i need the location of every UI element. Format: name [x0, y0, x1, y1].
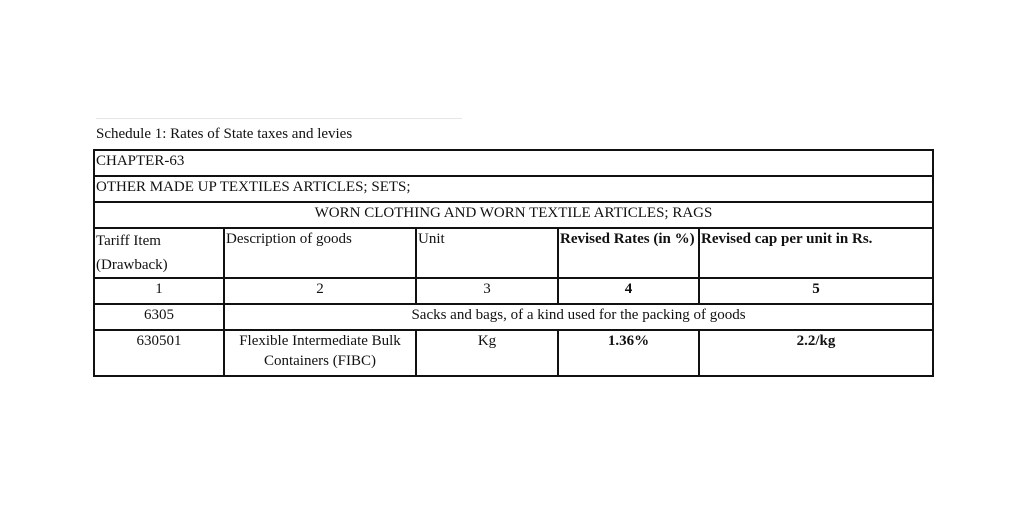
item-row [94, 330, 933, 376]
title-row-2 [94, 202, 933, 228]
column-number-5: 5 [699, 278, 933, 304]
header-unit: Unit [416, 228, 558, 278]
column-number-3: 3 [416, 278, 558, 304]
item-unit: Kg [416, 330, 558, 376]
schedule-caption: Schedule 1: Rates of State taxes and levies [96, 126, 353, 142]
title-cell-1: OTHER MADE UP TEXTILES ARTICLES; SETS; [94, 176, 933, 202]
caption-rule [96, 118, 462, 119]
item-revised-cap: 2.2/kg [699, 330, 933, 376]
item-description: Flexible Intermediate Bulk Containers (FIBC) [224, 330, 416, 376]
column-header-row [94, 228, 933, 278]
item-tariff-item: 630501 [94, 330, 224, 376]
header-tariff-item-text: Tariff Item (Drawback) [96, 233, 168, 273]
column-number-1: 1 [94, 278, 224, 304]
title-cell-2: WORN CLOTHING AND WORN TEXTILE ARTICLES; RAGS [94, 202, 933, 228]
heading-row [94, 304, 933, 330]
heading-description: Sacks and bags, of a kind used for the packing of goods [224, 304, 933, 330]
header-tariff-item [94, 228, 224, 278]
column-number-row [94, 278, 933, 304]
heading-tariff-item: 6305 [94, 304, 224, 330]
header-revised-rates: Revised Rates (in %) [558, 228, 699, 278]
schedule-table [93, 149, 934, 377]
title-row-1 [94, 176, 933, 202]
chapter-row [94, 150, 933, 176]
column-number-2: 2 [224, 278, 416, 304]
header-revised-cap: Revised cap per unit in Rs. [699, 228, 933, 278]
header-description: Description of goods [224, 228, 416, 278]
chapter-cell: CHAPTER-63 [94, 150, 933, 176]
item-revised-rate: 1.36% [558, 330, 699, 376]
column-number-4: 4 [558, 278, 699, 304]
